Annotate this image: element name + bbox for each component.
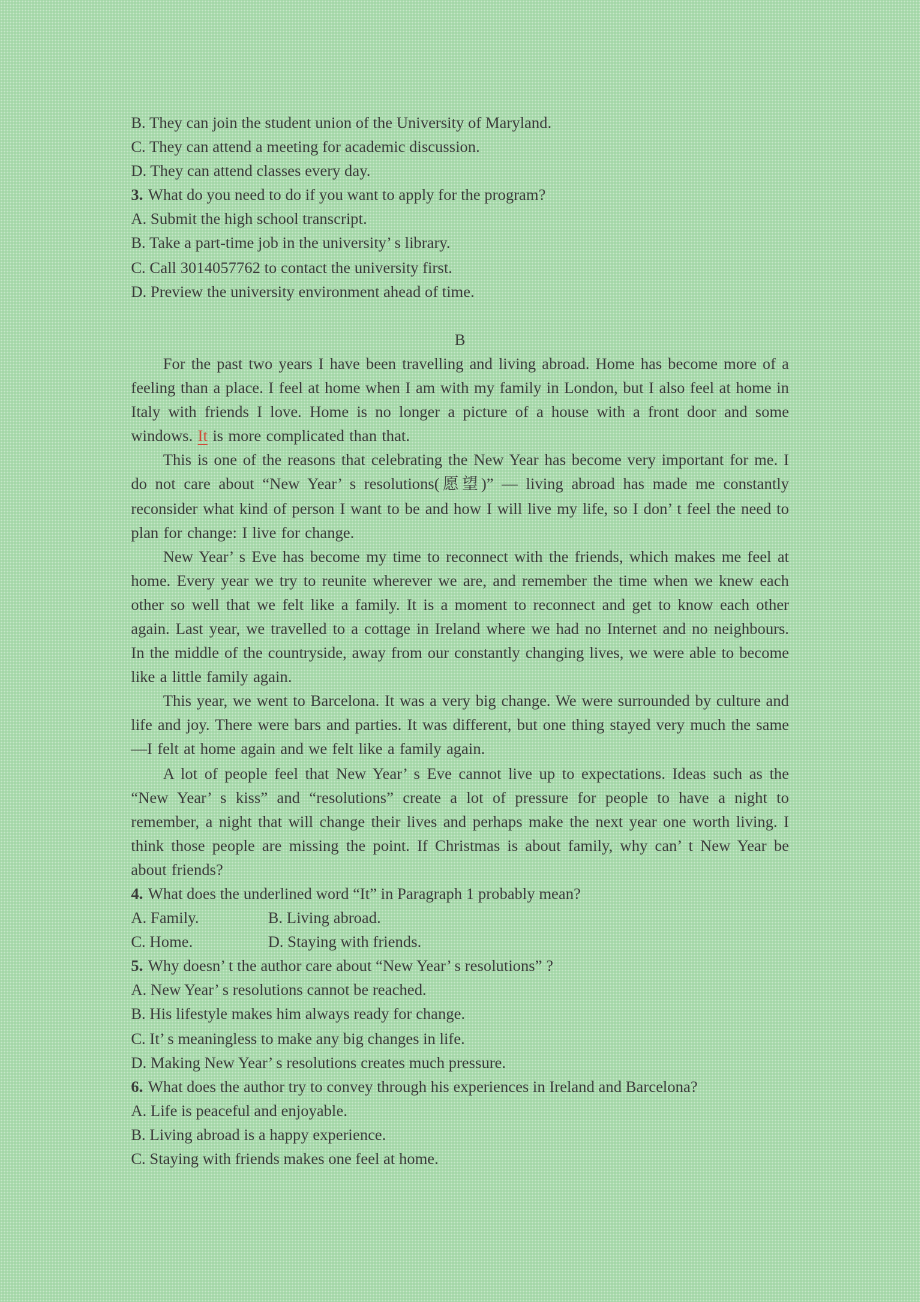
question-5-text: Why doesn’ t the author care about “New Year’ s resolutions” ? <box>148 958 554 976</box>
question-4-option-b: B. Living abroad. <box>268 910 381 928</box>
passage-paragraph-1 <box>131 353 789 449</box>
question-4-options-row-1 <box>131 907 789 931</box>
question-5-option-a: A. New Year’ s resolutions cannot be reached. <box>131 982 427 1000</box>
question-5-option-c: C. It’ s meaningless to make any big changes in life. <box>131 1030 465 1048</box>
question-4-option-a: A. Family. <box>131 910 199 928</box>
question-4-options-row-2 <box>131 931 789 955</box>
question-6-option-a: A. Life is peaceful and enjoyable. <box>131 1102 348 1120</box>
question-3-text: What do you need to do if you want to apply for the program? <box>148 187 546 205</box>
question-5 <box>131 955 789 979</box>
question-3-option-c: C. Call 3014057762 to contact the university first. <box>131 259 453 277</box>
question-3-number: 3. <box>131 187 143 205</box>
question-4-option-d: D. Staying with friends. <box>268 934 422 952</box>
question-5-option-b: B. His lifestyle makes him always ready for change. <box>131 1006 466 1024</box>
question-6 <box>131 1076 789 1100</box>
question-4-option-c: C. Home. <box>131 934 193 952</box>
question-3 <box>131 184 789 208</box>
question-6-text: What does the author try to convey through his experiences in Ireland and Barcelona? <box>148 1078 698 1096</box>
question-3-option-a: A. Submit the high school transcript. <box>131 211 367 229</box>
question-3-option-d: D. Preview the university environment ahead of time. <box>131 283 475 301</box>
question-5-number: 5. <box>131 958 143 976</box>
prior-question-option-d: D. They can attend classes every day. <box>131 163 371 181</box>
paragraph-1-text-after: is more complicated than that. <box>207 428 410 446</box>
underlined-word-it: It <box>197 428 208 446</box>
passage-paragraph-3: New Year’ s Eve has become my time to reconnect with the friends, which makes me feel at home. Every year we try to reunite wherever we are, and remember the time when we knew each other so well that we felt like a family. It is a moment to reconnect and get to know each other again. Last year, we travelled to a cottage in Ireland where we had no Internet and no neighbours. In the middle of the countryside, away from our constantly changing lives, we were able to become like a little family again. <box>131 548 789 687</box>
passage-paragraph-4: This year, we went to Barcelona. It was a very big change. We were surrounded by culture and life and joy. There were bars and parties. It was different, but one thing stayed very much the same—I felt at home again and we felt like a family again. <box>131 693 789 759</box>
prior-question-option-b: B. They can join the student union of the University of Maryland. <box>131 115 552 132</box>
question-5-option-d: D. Making New Year’ s resolutions creates much pressure. <box>131 1054 506 1072</box>
question-6-option-b: B. Living abroad is a happy experience. <box>131 1126 387 1144</box>
question-6-number: 6. <box>131 1078 143 1096</box>
question-4-number: 4. <box>131 886 143 903</box>
section-b-header: B <box>454 331 466 349</box>
question-4 <box>131 883 789 907</box>
prior-question-option-c: C. They can attend a meeting for academic discussion. <box>131 139 480 157</box>
question-4-text: What does the underlined word “It” in Paragraph 1 probably mean? <box>148 886 581 903</box>
question-6-option-c: C. Staying with friends makes one feel at home. <box>131 1151 439 1169</box>
blank-line <box>131 305 789 329</box>
paragraph-1-text-before: For the past two years I have been travelling and living abroad. Home has become more of a feeling than a place. I feel at home when I am with my family in London, but I also feel at home in Italy with friends I love. Home is no longer a picture of a house with a front door and some windows. <box>131 355 789 446</box>
question-3-option-b: B. Take a part-time job in the university’ s library. <box>131 235 451 253</box>
passage-paragraph-2: This is one of the reasons that celebrating the New Year has become very important for me. I do not care about “New Year’ s resolutions(愿望)” — living abroad has made me constantly reconsider what kind of person I want to be and how I will live my life, so I don’ t feel the need to plan for change: I live for change. <box>131 452 789 542</box>
passage-paragraph-5: A lot of people feel that New Year’ s Eve cannot live up to expectations. Ideas such as the “New Year’ s kiss” and “resolutions” create a lot of pressure for people to have a night to remember, a night that will change their lives and perhaps make the next year one worth living. I think those people are missing the point. If Christmas is about family, why can’ t New Year be about friends? <box>131 765 789 879</box>
